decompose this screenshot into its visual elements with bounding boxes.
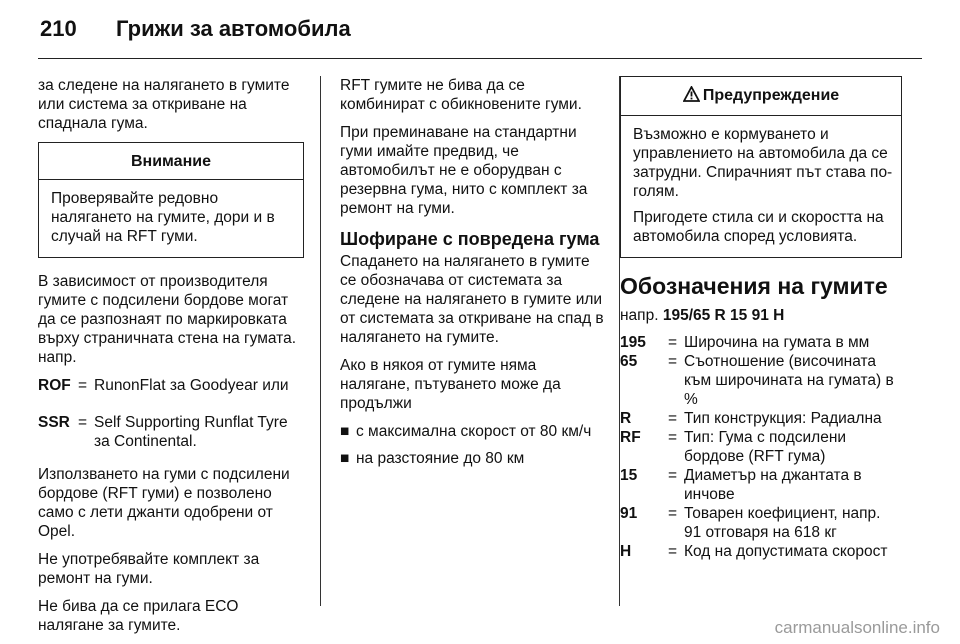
designation-row [620, 352, 902, 409]
caution-box [38, 142, 304, 258]
paragraph: Спадането на налягането в гумите се обозначава от системата за следене на налягането в гумите или от системата за откриване на спад в налягането на гумите. [340, 253, 604, 346]
paragraph: RFT гумите не бива да се комбинират с обикновените гуми. [340, 77, 582, 113]
column-middle [340, 76, 606, 476]
designation-value: Тип конструкция: Радиална [684, 410, 882, 427]
designation-key: H [620, 543, 632, 560]
designation-key: RF [620, 429, 641, 446]
warning-text: Пригодете стила си и скоростта на автомобила според условията. [633, 209, 884, 245]
designation-row [620, 466, 902, 504]
abbreviation-key: SSR [38, 414, 70, 431]
list-item [340, 449, 606, 468]
paragraph: При преминаване на стандартни гуми имайте предвид, че автомобилът не е оборудван с резервна гума, нито с комплект за ремонт на гуми. [340, 124, 588, 217]
designation-list [620, 333, 902, 561]
paragraph: В зависимост от производителя гумите с подсилени бордове могат да се разпознаят по маркировката върху страничната стена на гумата. напр. [38, 273, 297, 366]
designation-key: 195 [620, 334, 646, 351]
abbreviation-value: RunonFlat за Goodyear или [94, 377, 289, 394]
warning-triangle-icon [683, 86, 700, 107]
bullet-icon: ■ [340, 423, 350, 440]
equals-sign: = [668, 353, 678, 370]
designation-row [620, 504, 902, 542]
abbreviation-key: ROF [38, 377, 71, 394]
designation-value: Код на допустимата скорост [684, 543, 888, 560]
paragraph: Не употребявайте комплект за ремонт на гуми. [38, 551, 260, 587]
designation-row [620, 409, 902, 428]
section-heading: Обозначения на гумите [620, 273, 888, 299]
page-header [38, 16, 922, 59]
designation-value: Съотношение (височината към широчината на гумата) в % [684, 353, 894, 408]
designation-value: Товарен коефициент, напр. 91 отговаря на 618 кг [684, 505, 881, 541]
designation-value: Диаметър на джантата в инчове [684, 467, 862, 503]
designation-row [620, 333, 902, 352]
list-item-text: на разстояние до 80 км [356, 450, 525, 467]
column-right [620, 76, 902, 561]
designation-value: Широчина на гумата в мм [684, 334, 870, 351]
equals-sign: = [78, 414, 88, 431]
designation-key: 91 [620, 505, 638, 522]
equals-sign: = [668, 429, 678, 446]
warning-header [621, 77, 901, 116]
abbreviation-row [38, 413, 304, 451]
abbreviation-row [38, 376, 304, 395]
paragraph: Използването на гуми с подсилени бордове (RFT гуми) е позволено само с лети джанти одобрени от Opel. [38, 466, 290, 540]
designation-key: 65 [620, 353, 638, 370]
page-title: Грижи за автомобила [116, 16, 351, 41]
warning-title: Предупреждение [702, 87, 840, 104]
caution-title: Внимание [39, 143, 303, 180]
page-number: 210 [40, 16, 77, 41]
designation-row [620, 542, 902, 561]
paragraph: Не бива да се прилага ECO налягане за гумите. [38, 598, 239, 634]
bullet-icon: ■ [340, 450, 350, 467]
designation-key: R [620, 410, 632, 427]
column-divider-1 [320, 76, 321, 606]
equals-sign: = [668, 543, 678, 560]
equals-sign: = [668, 334, 678, 351]
intro-text: за следене на налягането в гумите или система за откриване на спаднала гума. [38, 77, 290, 132]
list-item-text: с максимална скорост от 80 км/ч [356, 423, 592, 440]
example-prefix: напр. [620, 307, 659, 324]
equals-sign: = [668, 505, 678, 522]
designation-key: 15 [620, 467, 638, 484]
equals-sign: = [78, 377, 88, 394]
example-code: 195/65 R 15 91 H [662, 307, 785, 324]
designation-row [620, 428, 902, 466]
warning-text: Възможно е кормуването и управлението на автомобила да се затрудни. Спирачният път става по-голям. [633, 126, 893, 200]
column-left [38, 76, 304, 644]
abbreviation-value: Self Supporting Runflat Tyre за Continental. [94, 414, 288, 450]
caution-text: Проверявайте редовно налягането на гумите, дори и в случай на RFT гуми. [51, 190, 275, 245]
section-heading: Шофиране с повредена гума [340, 229, 600, 249]
paragraph: Ако в някоя от гумите няма налягане, пътуването може да продължи [340, 357, 561, 412]
equals-sign: = [668, 410, 678, 427]
tyre-example [620, 306, 902, 325]
equals-sign: = [668, 467, 678, 484]
watermark: carmanualsonline.info [774, 618, 940, 637]
designation-value: Тип: Гума с подсилени бордове (RFT гума) [684, 429, 847, 465]
list-item [340, 422, 606, 441]
warning-box [620, 76, 902, 258]
